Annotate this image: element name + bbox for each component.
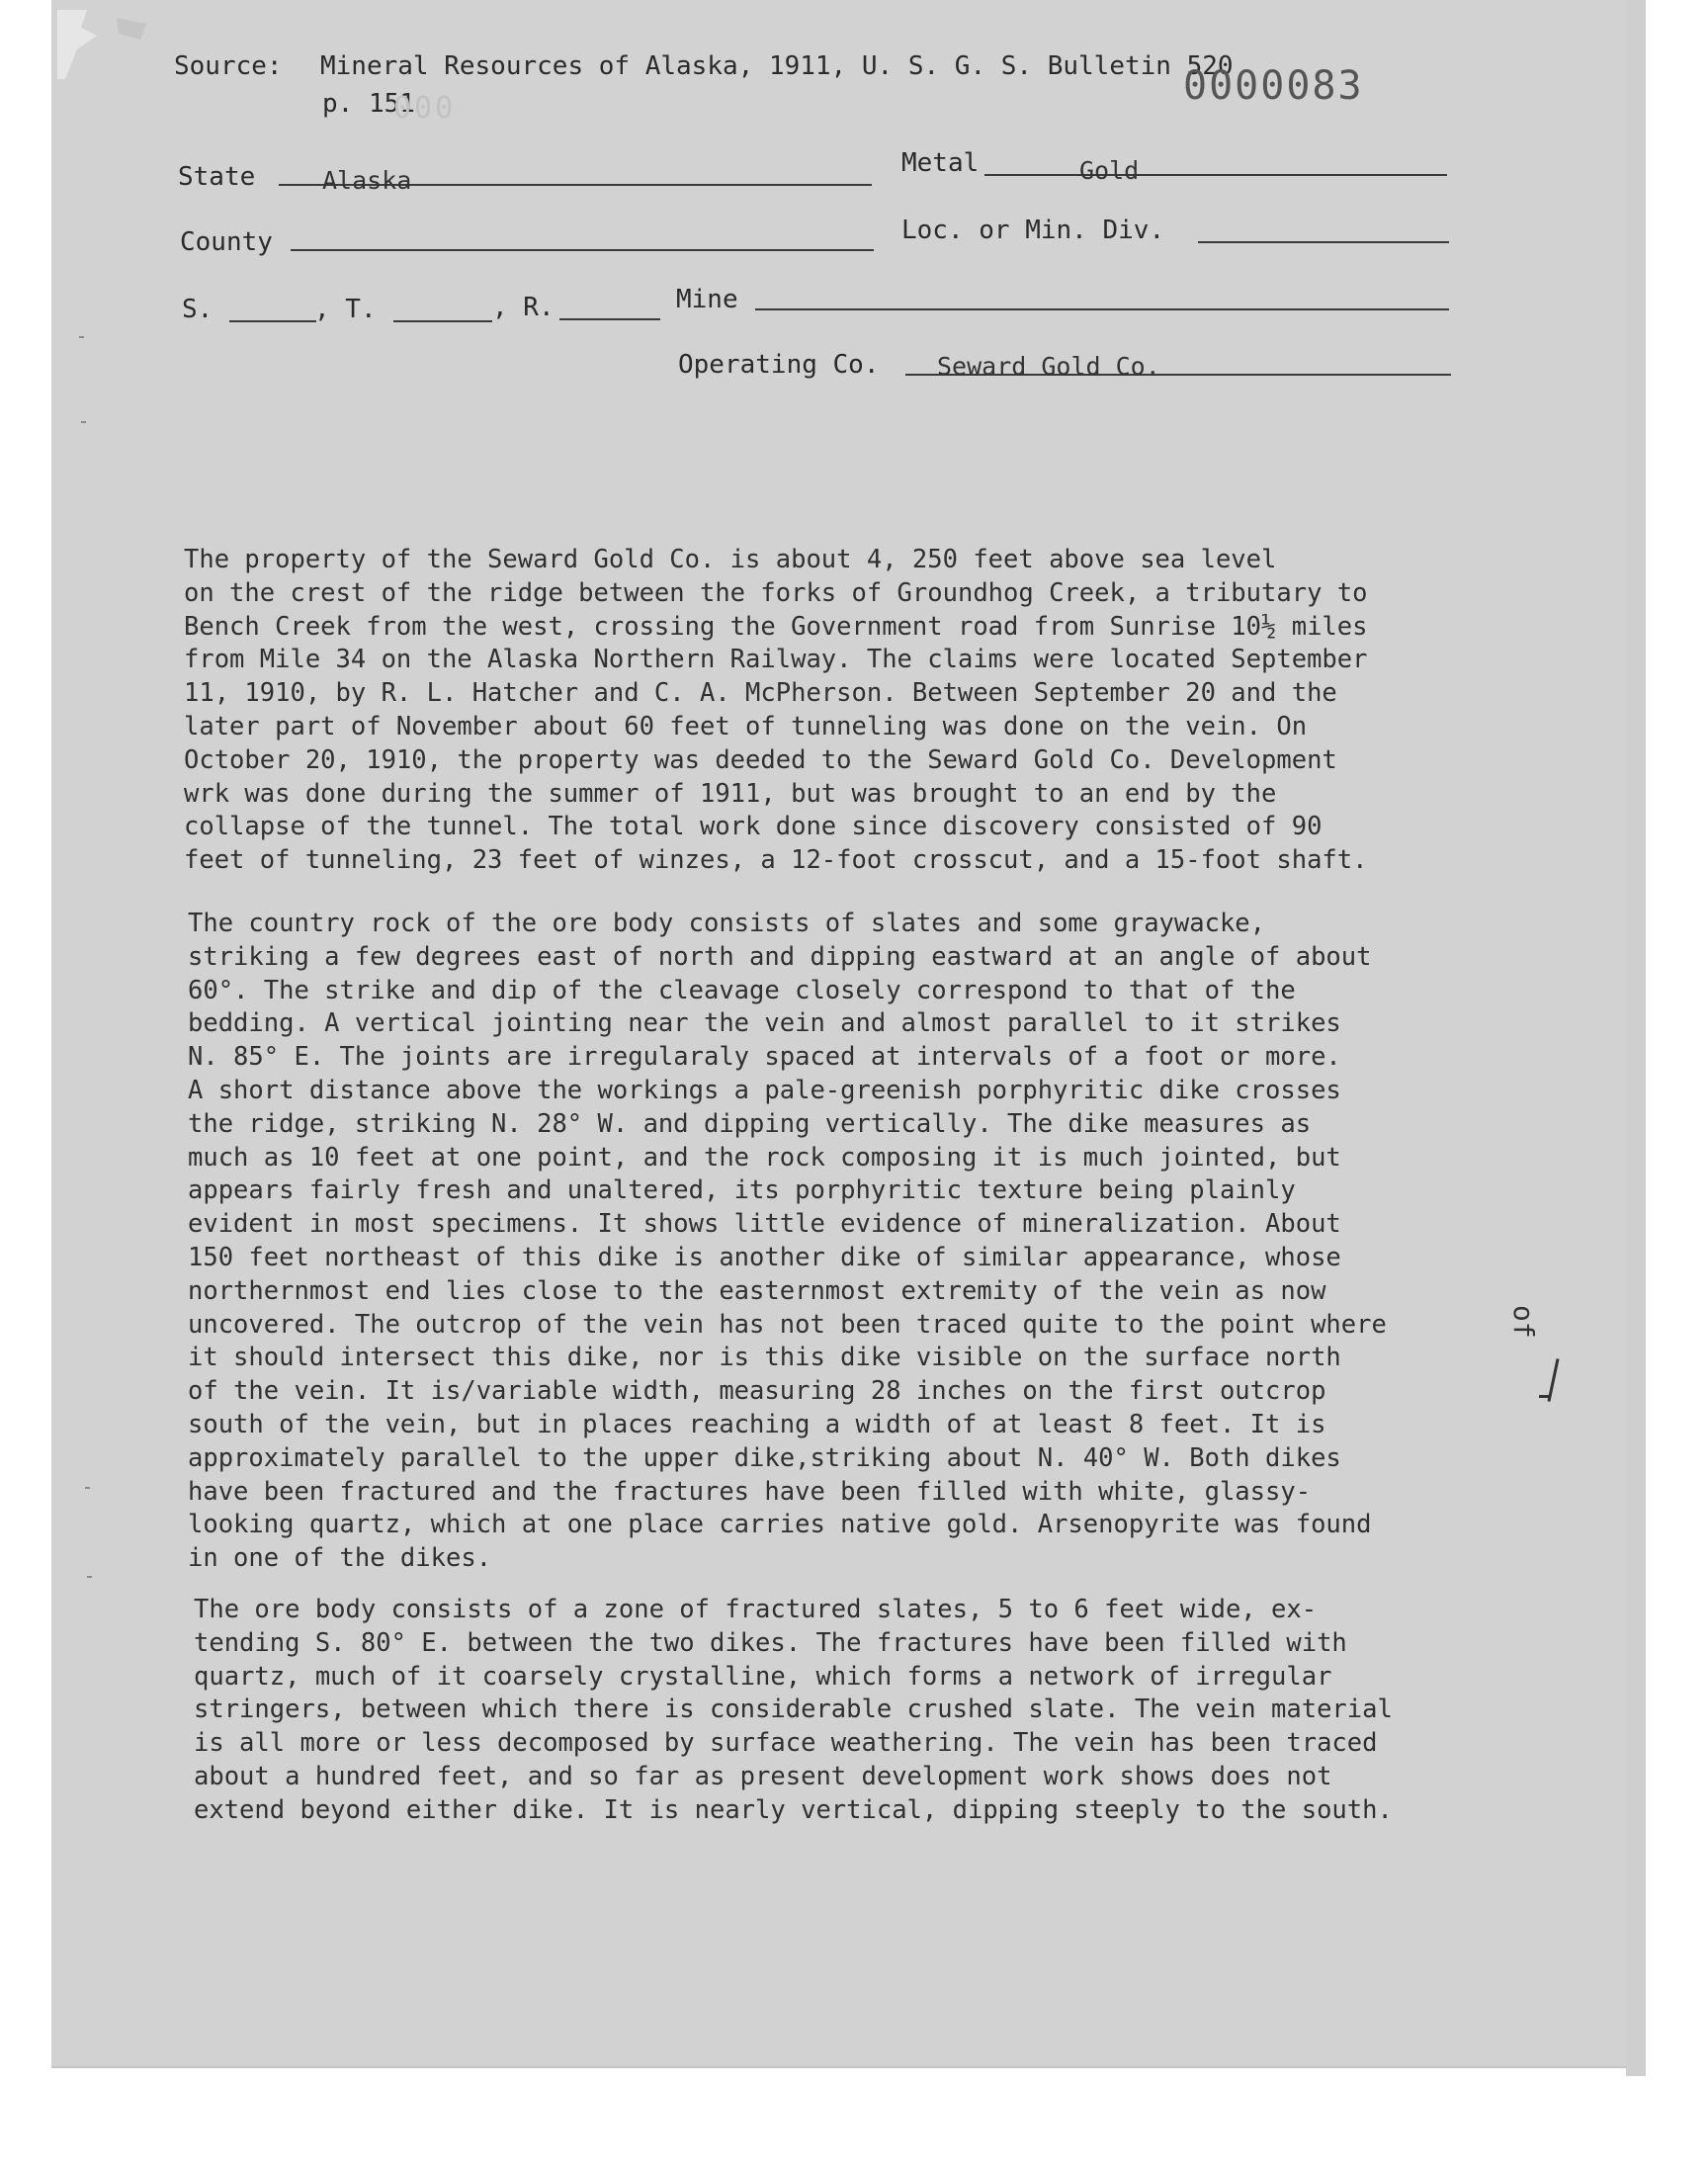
faint-stamp: 000: [393, 91, 457, 126]
range-field-line: [559, 318, 660, 320]
text-line: The ore body consists of a zone of fractured slates, 5 to 6 feet wide, ex-: [194, 1595, 1318, 1624]
text-line: 60°. The strike and dip of the cleavage closely correspond to that of the: [188, 975, 1296, 1005]
text-line: Bench Creek from the west, crossing the Government road from Sunrise 10½ miles: [184, 611, 1368, 642]
text-line: appears fairly fresh and unaltered, its porphyritic texture being plainly: [188, 1175, 1296, 1206]
text-line: in one of the dikes.: [188, 1543, 492, 1574]
text-line: tending S. 80° E. between the two dikes. The fractures have been filled with: [194, 1627, 1347, 1658]
margin-slash-foot: [1539, 1395, 1551, 1398]
text-line: uncovered. The outcrop of the vein has not been traced quite to the point where: [188, 1309, 1387, 1340]
text-line: 11, 1910, by R. L. Hatcher and C. A. McPherson. Between September 20 and the: [184, 678, 1337, 709]
metal-label: Metal: [901, 148, 980, 178]
text-line: A short distance above the workings a pale-greenish porphyritic dike crosses: [188, 1075, 1341, 1105]
source-text: Mineral Resources of Alaska, 1911, U. S. G. S. Bulletin 520: [320, 51, 1234, 81]
text-line: The property of the Seward Gold Co. is about 4, 250 feet above sea level: [184, 545, 1277, 574]
state-label: State: [178, 162, 256, 192]
section-label: S.: [182, 295, 214, 324]
operating-company-value: Seward Gold Co.: [937, 352, 1160, 381]
township-label: , T.: [314, 295, 377, 324]
text-line: the ridge, striking N. 28° W. and dipping vertically. The dike measures as: [188, 1108, 1312, 1139]
text-line: N. 85° E. The joints are irregularaly spaced at intervals of a foot or more.: [188, 1042, 1341, 1073]
text-line: evident in most specimens. It shows little evidence of mineralization. About: [188, 1209, 1341, 1240]
text-line: 150 feet northeast of this dike is another dike of similar appearance, whose: [188, 1242, 1341, 1272]
range-label: , R.: [492, 293, 555, 322]
text-line: bedding. A vertical jointing near the vein and almost parallel to it strikes: [188, 1008, 1341, 1039]
text-line: striking a few degrees east of north and dipping eastward at an angle of about: [188, 941, 1372, 972]
text-line: collapse of the tunnel. The total work done since discovery consisted of 90: [184, 812, 1323, 842]
location-label: Loc. or Min. Div.: [901, 216, 1165, 245]
county-field-line: [291, 249, 874, 251]
mine-label: Mine: [676, 285, 738, 314]
metal-field-line: [984, 174, 1447, 176]
edge-tick: [85, 1487, 90, 1489]
page-reference: p. 151: [322, 89, 415, 119]
text-line: later part of November about 60 feet of tunneling was done on the vein. On: [184, 711, 1308, 741]
paragraph-ore-body: [194, 1594, 1518, 1828]
text-line: on the crest of the ridge between the forks of Groundhog Creek, a tributary to: [184, 577, 1368, 608]
text-line: much as 10 feet at one point, and the rock composing it is much jointed, but: [188, 1142, 1341, 1173]
text-line: northernmost end lies close to the easternmost extremity of the vein as now: [188, 1275, 1326, 1306]
edge-tick: [87, 1576, 92, 1578]
text-line: is all more or less decomposed by surface weathering. The vein has been traced: [194, 1728, 1378, 1759]
text-line: feet of tunneling, 23 feet of winzes, a 12-foot crosscut, and a 15-foot shaft.: [184, 845, 1368, 876]
text-line: of the vein. It is/variable width, measuring 28 inches on the first outcrop: [188, 1376, 1326, 1407]
text-line: quartz, much of it coarsely crystalline, which forms a network of irregular: [194, 1661, 1332, 1692]
paragraph-history: [184, 544, 1508, 878]
section-field-line: [229, 320, 316, 322]
source-label: Source:: [174, 51, 283, 81]
state-value: Alaska: [322, 166, 412, 195]
location-field-line: [1198, 241, 1449, 243]
edge-tick: [81, 421, 86, 423]
text-line: The country rock of the ore body consists of slates and some graywacke,: [188, 909, 1266, 938]
torn-corner-mark: [57, 10, 176, 79]
text-line: wrk was done during the summer of 1911, but was brought to an end by the: [184, 778, 1277, 809]
metal-value: Gold: [1079, 156, 1140, 185]
paragraph-country-rock: [188, 908, 1512, 1576]
mine-field-line: [755, 308, 1449, 310]
text-line: stringers, between which there is considerable crushed slate. The vein material: [194, 1695, 1393, 1725]
operating-company-label: Operating Co.: [678, 350, 880, 380]
text-line: from Mile 34 on the Alaska Northern Railway. The claims were located September: [184, 645, 1368, 675]
text-line: extend beyond either dike. It is nearly vertical, dipping steeply to the south.: [194, 1794, 1393, 1825]
text-line: it should intersect this dike, nor is this dike visible on the surface north: [188, 1343, 1341, 1373]
county-label: County: [180, 227, 273, 257]
text-line: have been fractured and the fractures have been filled with white, glassy-: [188, 1476, 1312, 1507]
page-shadow: [1626, 0, 1646, 2076]
edge-tick: [79, 336, 84, 338]
township-field-line: [393, 320, 492, 322]
text-line: October 20, 1910, the property was deeded to the Seward Gold Co. Development: [184, 744, 1337, 775]
text-line: south of the vein, but in places reaching a width of at least 8 feet. It is: [188, 1409, 1326, 1439]
text-line: approximately parallel to the upper dike,striking about N. 40° W. Both dikes: [188, 1442, 1341, 1473]
document-number-stamp: 0000083: [1183, 63, 1364, 109]
margin-annotation: of: [1507, 1305, 1540, 1339]
text-line: about a hundred feet, and so far as present development work shows does not: [194, 1761, 1332, 1791]
text-line: looking quartz, which at one place carries native gold. Arsenopyrite was found: [188, 1510, 1372, 1540]
